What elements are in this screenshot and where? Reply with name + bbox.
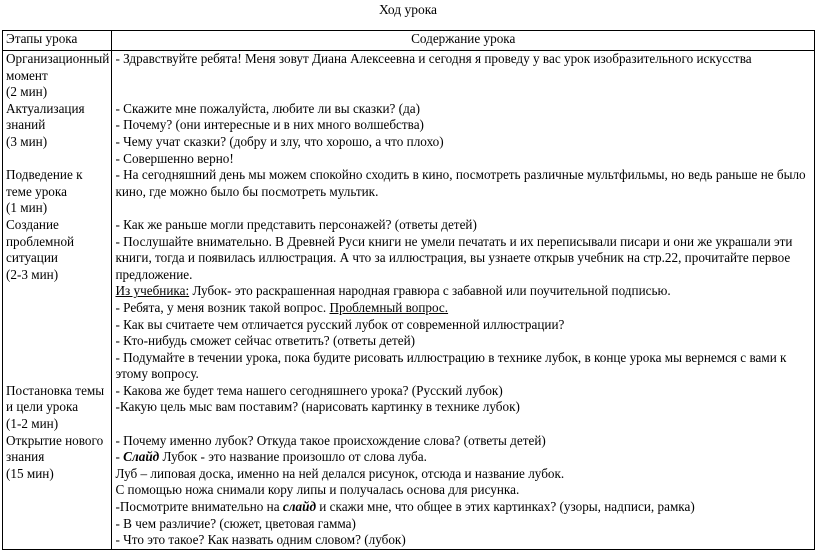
content-line: - Как же раньше могли представить персонажей? (ответы детей) bbox=[115, 216, 477, 232]
content-line: - Что это такое? Как назвать одним словом? (лубок) bbox=[115, 532, 406, 548]
content-line: -Какую цель мыс вам поставим? (нарисовать картинку в технике лубок) bbox=[115, 399, 520, 415]
stage-line: проблемной bbox=[6, 233, 75, 249]
header-content: Содержание урока bbox=[112, 31, 815, 51]
stage-line: и цели урока bbox=[6, 399, 79, 415]
content-line: - Почему? (они интересные и в них много волшебства) bbox=[115, 117, 424, 133]
slide-label: Слайд bbox=[123, 449, 160, 465]
header-stages: Этапы урока bbox=[3, 31, 112, 51]
stage-line: Организационный bbox=[6, 51, 110, 66]
problem-question-label: Проблемный вопрос. bbox=[329, 299, 449, 315]
content-line: - Совершенно верно! bbox=[115, 150, 234, 166]
content-line bbox=[115, 499, 811, 516]
content-line: - Кто-нибудь сможет сейчас ответить? (ответы детей) bbox=[115, 333, 416, 349]
slide-label: слайд bbox=[282, 499, 316, 515]
stage-line: теме урока bbox=[6, 183, 67, 199]
stage-line: (2 мин) bbox=[6, 84, 48, 100]
content-cell bbox=[112, 51, 815, 550]
content-text: - bbox=[115, 449, 124, 465]
lesson-table bbox=[2, 30, 815, 550]
stage-line: Создание bbox=[6, 216, 59, 232]
stage-line: знания bbox=[6, 449, 45, 465]
stage-line: знаний bbox=[6, 117, 46, 133]
content-text: Лубок - это название произошло от слова луба. bbox=[159, 449, 427, 465]
content-line: - Здравствуйте ребята! Меня зовут Диана Алексеевна и сегодня я проведу у вас урок изобразительного искусства bbox=[115, 51, 752, 66]
stage-line: (15 мин) bbox=[6, 465, 54, 481]
content-line: - В чем различие? (сюжет, цветовая гамма) bbox=[115, 515, 356, 531]
content-text: и скажи мне, что общее в этих картинках? (узоры, надписи, рамка) bbox=[315, 499, 695, 515]
content-line: - На сегодняшний день мы можем спокойно сходить в кино, посмотреть различные мультфильмы, но ведь раньше не было кино, где можно было бы посмотреть мультик. bbox=[115, 167, 806, 199]
content-line bbox=[115, 300, 811, 317]
content-line: - Скажите мне пожалуйста, любите ли вы сказки? (да) bbox=[115, 100, 421, 116]
content-line: - Почему именно лубок? Откуда такое происхождение слова? (ответы детей) bbox=[115, 432, 546, 448]
content-line: Луб – липовая доска, именно на ней делался рисунок, отсюда и название лубок. bbox=[115, 465, 565, 481]
stage-line: (3 мин) bbox=[6, 133, 48, 149]
content-line: - Какова же будет тема нашего сегодняшнего урока? (Русский лубок) bbox=[115, 382, 503, 398]
textbook-quote: Лубок- это раскрашенная народная гравюра с забавной или поучительной подписью. bbox=[189, 283, 671, 299]
stage-line: Актуализация bbox=[6, 100, 85, 116]
content-text: - Ребята, у меня возник такой вопрос. bbox=[115, 299, 330, 315]
content-line: - Послушайте внимательно. В Древней Руси книги не умели печатать и их переписывали писари и они же украшали эти книги, тогда и появилась иллюстрация. А что за иллюстрация, вы узнаете открыв учебник на стр.22, прочитайте первое предложение. bbox=[115, 233, 793, 282]
stage-line: Подведение к bbox=[6, 167, 83, 183]
content-line bbox=[115, 449, 811, 466]
table-header-row bbox=[3, 31, 815, 51]
stage-line: момент bbox=[6, 67, 48, 83]
stage-line: Открытие нового bbox=[6, 432, 104, 448]
stage-line: (1 мин) bbox=[6, 200, 48, 216]
textbook-label: Из учебника: bbox=[115, 283, 190, 299]
page-title: Ход урока bbox=[378, 2, 438, 17]
content-line: - Как вы считаете чем отличается русский лубок от современной иллюстрации? bbox=[115, 316, 565, 332]
stage-line: (2-3 мин) bbox=[6, 266, 59, 282]
content-line: - Чему учат сказки? (добру и злу, что хорошо, а что плохо) bbox=[115, 133, 444, 149]
stage-line: ситуации bbox=[6, 250, 58, 266]
content-line: С помощью ножа снимали кору липы и получалась основа для рисунка. bbox=[115, 482, 520, 498]
stages-cell bbox=[3, 51, 112, 550]
stage-line: (1-2 мин) bbox=[6, 416, 59, 432]
stage-line: Постановка темы bbox=[6, 382, 105, 398]
content-line: - Подумайте в течении урока, пока будите рисовать иллюстрацию в технике лубок, в конце урока мы вернемся с вами к этому вопросу. bbox=[115, 349, 787, 382]
table-row bbox=[3, 51, 815, 550]
content-text: -Посмотрите внимательно на bbox=[115, 499, 283, 515]
content-line bbox=[115, 283, 811, 300]
